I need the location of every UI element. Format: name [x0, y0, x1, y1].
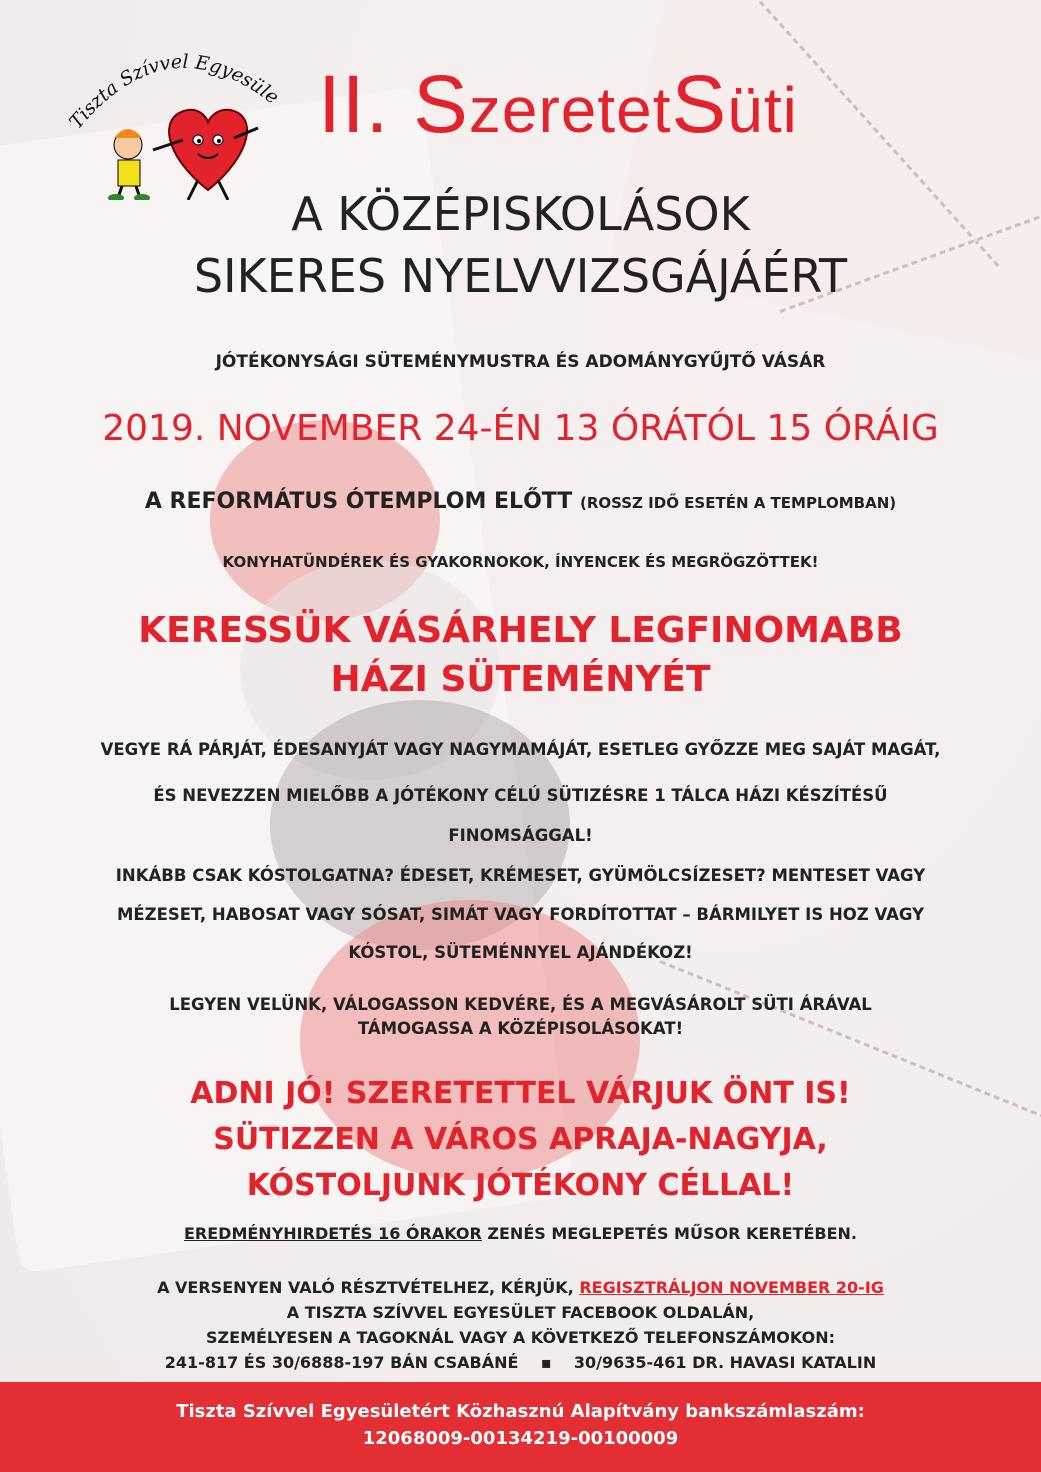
event-type: JÓTÉKONYSÁGI SÜTEMÉNYMUSTRA ÉS ADOMÁNYGYŰJTŐ VÁSÁR [215, 352, 826, 372]
slogan-line-2: SÜTIZZEN A VÁROS APRAJA-NAGYJA, [213, 1122, 828, 1157]
title-rest-2: üti [727, 74, 798, 146]
registration-line-1 [0, 1278, 1041, 1297]
contact-line [0, 1353, 1041, 1372]
bank-number: 12068009-00134219-00100009 [362, 1428, 679, 1449]
body1-line-3: FINOMSÁGGAL! [448, 826, 593, 845]
headline-line-1: KERESSÜK VÁSÁRHELY LEGFINOMABB [138, 610, 903, 651]
body1-line-6: KÓSTOL, SÜTEMÉNNYEL AJÁNDÉKOZ! [348, 943, 693, 962]
body2-line-1: LEGYEN VELÜNK, VÁLOGASSON KEDVÉRE, ÉS A MEGVÁSÁROLT SÜTI ÁRÁVAL [169, 995, 872, 1014]
contact-2: 30/9635-461 DR. HAVASI KATALIN [573, 1353, 877, 1372]
body2-line-2: TÁMOGASSA A KÖZÉPISOLÁSOKAT! [357, 1019, 684, 1038]
slogan-line-1: ADNI JÓ! SZERETETTEL VÁRJUK ÖNT IS! [190, 1076, 851, 1111]
bank-label: Tiszta Szívvel Egyesületért Közhasznú Alapítvány bankszámlaszám: [176, 1401, 865, 1422]
contact-1: 241-817 ÉS 30/6888-197 BÁN CSABÁNÉ [164, 1353, 519, 1372]
location-main: A REFORMÁTUS ÓTEMPLOM ELŐTT [144, 489, 573, 514]
logo [58, 30, 288, 200]
body1-line-5: MÉZESET, HABOSAT VAGY SÓSAT, SIMÁT VAGY FORDÍTOTTAT – BÁRMILYET IS HOZ VAGY [116, 905, 925, 924]
title-cap-2: S [671, 59, 728, 150]
slogan-line-3: KÓSTOLJUNK JÓTÉKONY CÉLLAL! [246, 1168, 795, 1203]
logo-text: Tiszta Szívvel Egyesüle [65, 50, 284, 134]
results-time: EREDMÉNYHIRDETÉS 16 ÓRAKOR [183, 1224, 482, 1243]
subtitle-line-1: A KÖZÉPISKOLÁSOK [291, 187, 750, 241]
bank-account-bar [0, 1382, 1041, 1472]
audience: KONYHATÜNDÉREK ÉS GYAKORNOKOK, ÍNYENCEK ÉS MEGRÖGZÖTTEK! [222, 553, 819, 571]
registration-line-3: SZEMÉLYESEN A TAGOKNÁL VAGY A KÖVETKEZŐ TELEFONSZÁMOKON: [206, 1328, 835, 1347]
svg-text:Tiszta Szívvel Egyesület [58, 30, 283, 133]
subtitle-line-2: SIKERES NYELVVIZSGÁJÁÉRT [193, 249, 848, 303]
body1-line-4: INKÁBB CSAK KÓSTOLGATNA? ÉDESET, KRÉMESET, GYÜMÖLCSÍZESET? MENTESET VAGY [115, 866, 926, 885]
headline-line-2: HÁZI SÜTEMÉNYÉT [330, 659, 711, 700]
title-rest-1: zeretet [468, 74, 672, 146]
registration-line-2: A TISZTA SZÍVVEL EGYESÜLET FACEBOOK OLDALÁN, [286, 1303, 755, 1322]
body1-line-1: VEGYE RÁ PÁRJÁT, ÉDESANYJÁT VAGY NAGYMAMÁJÁT, ESETLEG GYŐZZE MEG SAJÁT MAGÁT, [100, 740, 941, 759]
title-cap-1: S [413, 59, 469, 150]
registration-intro: A VERSENYEN VALÓ RÉSZTVÉTELHEZ, KÉRJÜK, [157, 1278, 580, 1297]
registration-deadline: REGISZTRÁLJON NOVEMBER 20-IG [579, 1278, 884, 1297]
location-note: (ROSSZ IDŐ ESETÉN A TEMPLOMBAN) [579, 494, 897, 512]
results-announcement [0, 1224, 1041, 1243]
body1-line-2: ÉS NEVEZZEN MIELŐBB A JÓTÉKONY CÉLÚ SÜTIZÉSRE 1 TÁLCA HÁZI KÉSZÍTÉSŰ [153, 786, 888, 805]
title-numeral: II. [318, 59, 390, 150]
results-rest: ZENÉS MEGLEPETÉS MŰSOR KERETÉBEN. [481, 1224, 857, 1243]
event-location [0, 489, 1041, 514]
event-date: 2019. NOVEMBER 24-ÉN 13 ÓRÁTÓL 15 ÓRÁIG [102, 408, 939, 449]
contact-separator: ▪ [540, 1353, 552, 1372]
event-title [318, 58, 798, 152]
